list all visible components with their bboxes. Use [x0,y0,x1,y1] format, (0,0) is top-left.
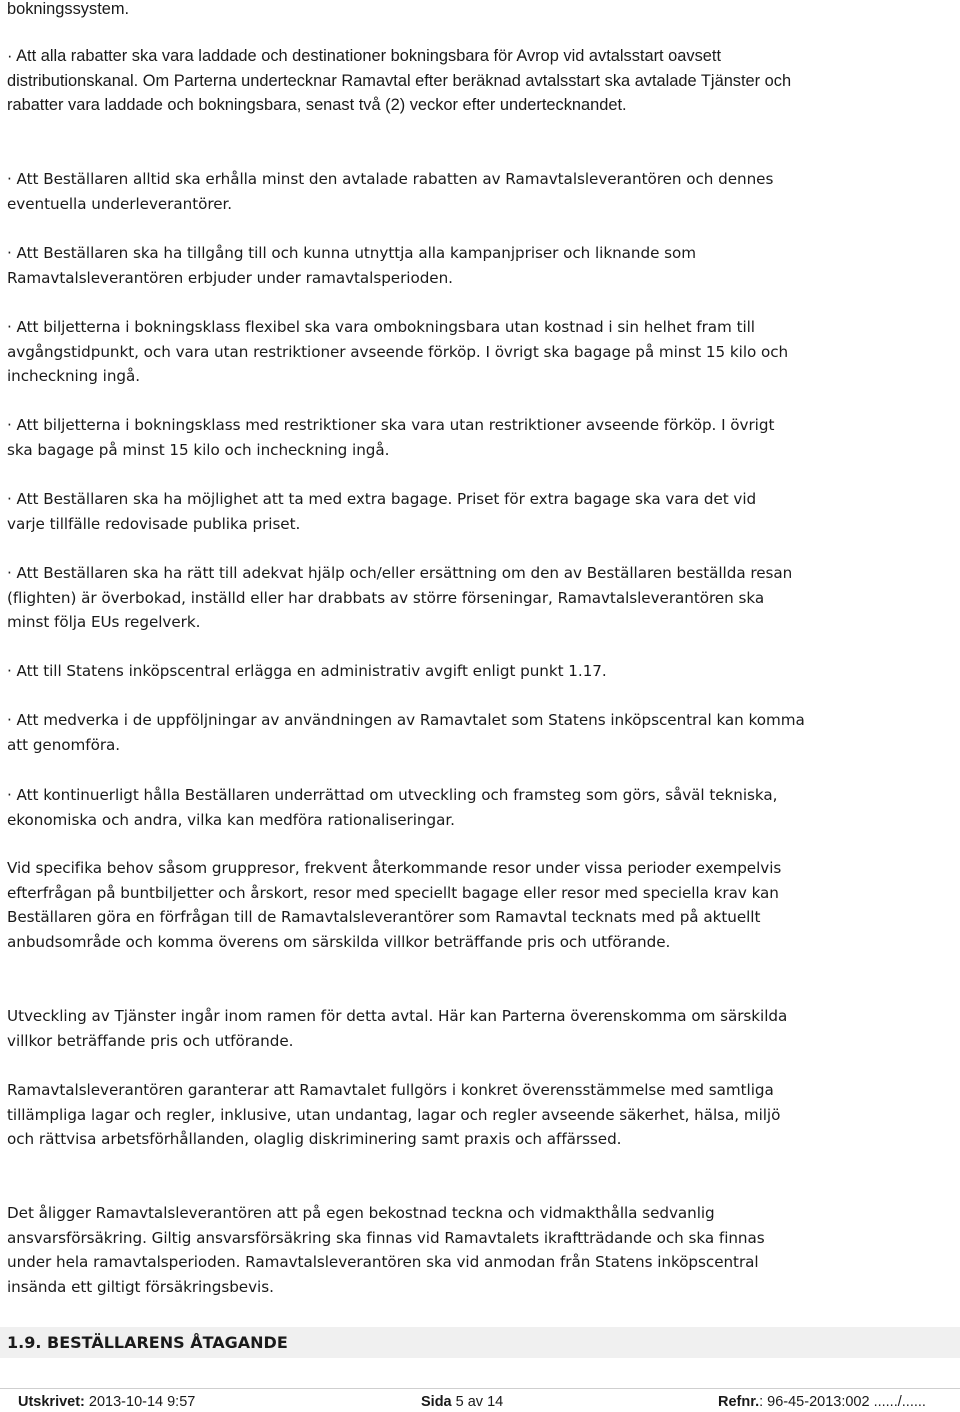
bullet-paragraph: · Att biljetterna i bokningsklass flexibel ska vara ombokningsbara utan kostnad i sin helhet fram till avgångstidpunkt, och vara utan restriktioner avseende förköp. I övrigt ska bagage på minst 15 kilo och incheckning ingå. [7,318,789,385]
footer-printed-label: Utskrivet: [18,1394,85,1410]
footer-reference-number [718,1394,926,1410]
bullet-paragraph: · Att alla rabatter ska vara laddade och destinationer bokningsbara för Avrop vid avtalsstart oavsett distributionskanal. Om Parterna undertecknar Ramavtal efter beräknad avtalsstart ska avtalade Tjänster och rabatter vara laddade och bokningsbara, senast två (2) veckor efter undertecknandet. [7,47,792,114]
footer-divider [0,1388,960,1389]
body-paragraph: Det åligger Ramavtalsleverantören att på egen bekostnad teckna och vidmakthålla sedvanlig ansvarsförsäkring. Giltig ansvarsförsäkring ska finnas vid Ramavtalets ikraftträdande och ska finnas under hela ramavtalsperioden. Ramavtalsleverantören ska vid anmodan från Statens inköpscentral insända ett giltigt försäkringsbevis. [7,1204,765,1296]
bullet-paragraph: · Att kontinuerligt hålla Beställaren underrättad om utveckling och framsteg som görs, såväl tekniska, ekonomiska och andra, vilka kan medföra rationaliseringar. [7,786,778,829]
footer-printed-date [18,1394,195,1410]
body-paragraph: Ramavtalsleverantören garanterar att Ramavtalet fullgörs i konkret överensstämmelse med samtliga tillämpliga lagar och regler, inklusive, utan undantag, lagar och regler avseende säkerhet, hälsa, miljö och rättvisa arbetsförhållanden, olaglig diskriminering samt praxis och affärssed. [7,1081,781,1148]
footer-page-number [421,1394,503,1410]
bullet-paragraph: · Att biljetterna i bokningsklass med restriktioner ska vara utan restriktioner avseende förköp. I övrigt ska bagage på minst 15 kilo och incheckning ingå. [7,416,775,459]
footer-ref-value: : 96-45-2013:002 ....../...... [759,1394,926,1410]
footer-printed-value: 2013-10-14 9:57 [84,1394,196,1410]
section-heading: 1.9. BESTÄLLARENS ÅTAGANDE [7,1333,288,1352]
bullet-paragraph: · Att till Statens inköpscentral erlägga en administrativ avgift enligt punkt 1.17. [7,662,607,680]
bullet-paragraph: · Att Beställaren ska ha tillgång till och kunna utnyttja alla kampanjpriser och liknande som Ramavtalsleverantören erbjuder under ramavtalsperioden. [7,244,697,287]
bullet-paragraph: · Att Beställaren alltid ska erhålla minst den avtalade rabatten av Ramavtalsleverantören och dennes eventuella underleverantörer. [7,170,774,213]
body-paragraph: Utveckling av Tjänster ingår inom ramen för detta avtal. Här kan Parterna överenskomma om särskilda villkor beträffande pris och utförande. [7,1007,788,1050]
paragraph-continuation: bokningssystem. [7,0,130,18]
bullet-paragraph: · Att Beställaren ska ha möjlighet att ta med extra bagage. Priset för extra bagage ska vara det vid varje tillfälle redovisade publika priset. [7,490,757,533]
bullet-paragraph: · Att Beställaren ska ha rätt till adekvat hjälp och/eller ersättning om den av Beställaren beställda resan (flighten) är överbokad, inställd eller har drabbats av större förseningar, Ramavtalsleverantören ska minst följa EUs regelverk. [7,564,793,631]
footer-page-value: 5 av 14 [451,1394,504,1410]
footer-ref-label: Refnr. [718,1394,760,1410]
bullet-paragraph: · Att medverka i de uppföljningar av användningen av Ramavtalet som Statens inköpscentral kan komma att genomföra. [7,711,805,754]
body-paragraph: Vid specifika behov såsom gruppresor, frekvent återkommande resor under vissa perioder exempelvis efterfrågan på buntbiljetter och årskort, resor med speciellt bagage eller resor med speciella krav kan Beställaren göra en förfrågan till de Ramavtalsleverantörer som Ramavtal tecknats med på aktuellt anbudsområde och komma överens om särskilda villkor beträffande pris och utförande. [7,859,782,951]
footer-page-label: Sida [421,1394,452,1410]
